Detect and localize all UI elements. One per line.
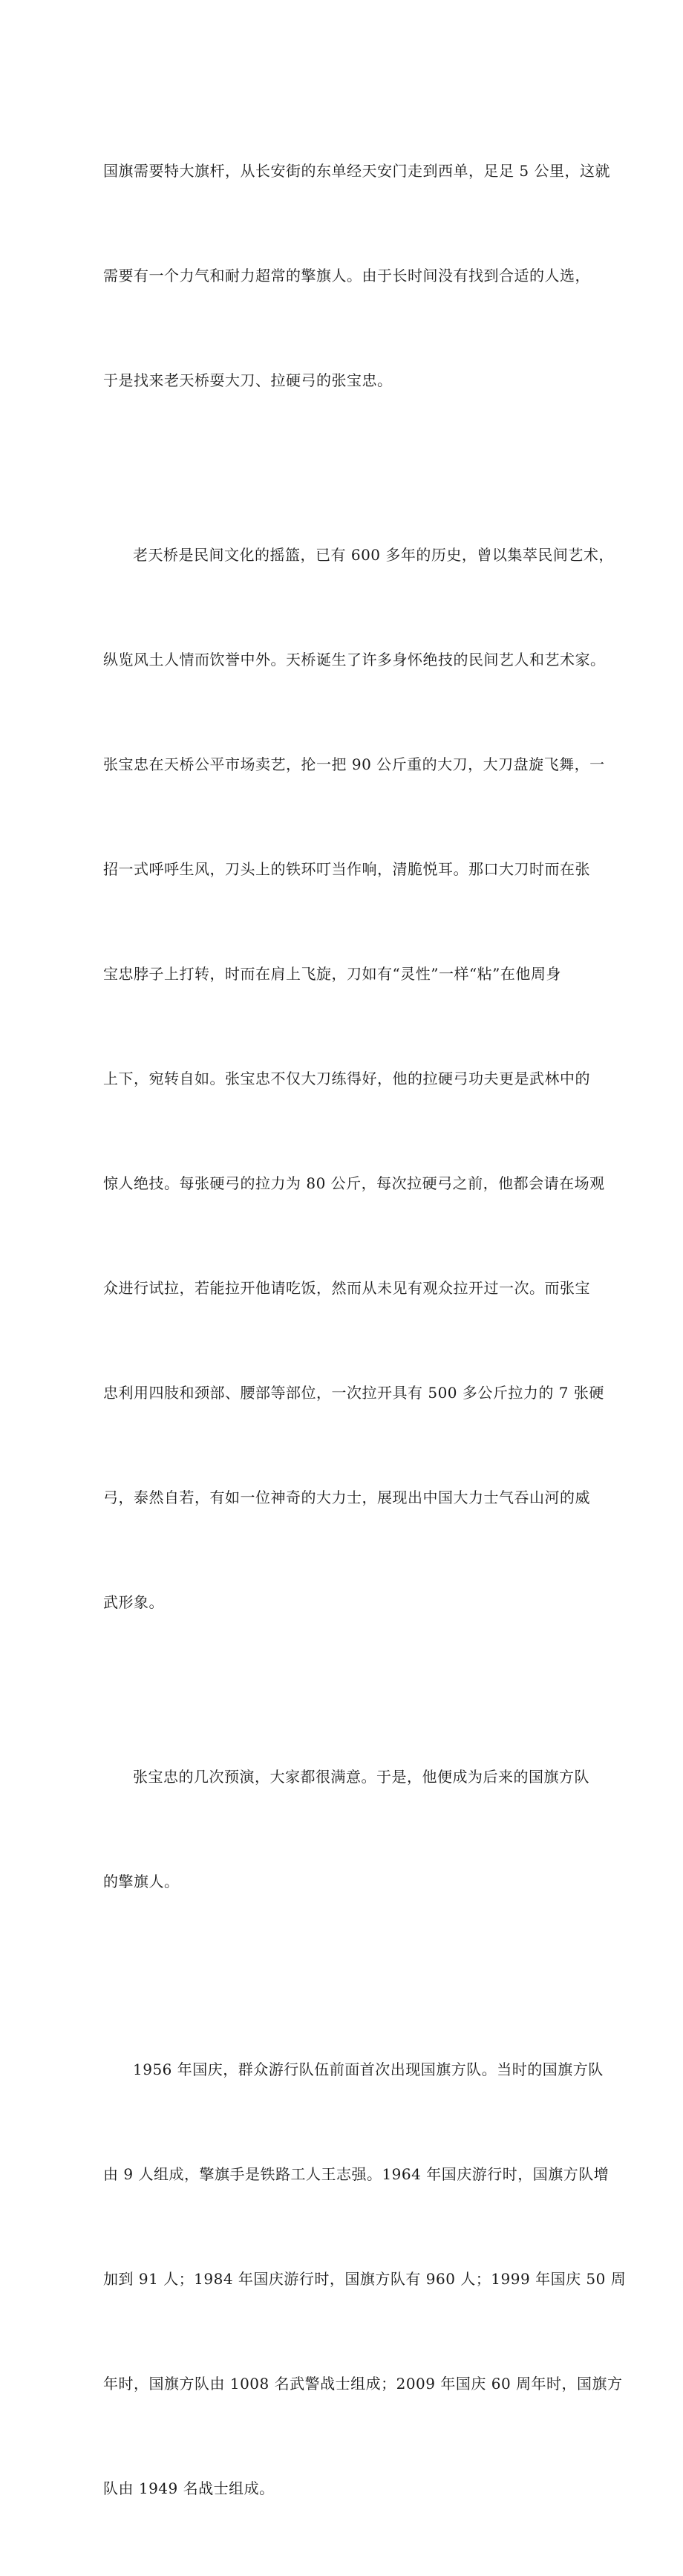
paragraph-2 (103, 468, 614, 1690)
text-line: 老天桥是民间文化的摇篮，已有 600 多年的历史，曾以集萃民间艺术， (133, 546, 614, 564)
document-body (103, 84, 627, 2576)
text-line: 需要有一个力气和耐力超常的擎旗人。由于长时间没有找到合适的人选， (103, 267, 590, 284)
text-line: 招一式呼呼生风，刀头上的铁环叮当作响，清脆悦耳。那口大刀时而在张 (103, 860, 590, 878)
text-line: 宝忠脖子上打转，时而在肩上飞旋，刀如有“灵性”一样“粘”在他周身 (103, 965, 561, 983)
text-line: 的擎旗人。 (103, 1873, 180, 1890)
text-line: 1956 年国庆，群众游行队伍前面首次出现国旗方队。当时的国旗方队 (133, 2061, 604, 2078)
text-line: 年时，国旗方队由 1008 名武警战士组成；2009 年国庆 60 周年时，国旗方 (103, 2375, 623, 2393)
text-line: 纵览风土人情而饮誉中外。天桥诞生了许多身怀绝技的民间艺人和艺术家。 (103, 651, 606, 669)
text-line: 队由 1949 名战士组成。 (103, 2479, 275, 2497)
paragraph-1 (103, 84, 610, 468)
text-line: 由 9 人组成，擎旗手是铁路工人王志强。1964 年国庆游行时，国旗方队增 (103, 2165, 610, 2183)
text-line: 加到 91 人；1984 年国庆游行时，国旗方队有 960 人；1999 年国庆 50 周 (103, 2270, 627, 2288)
paragraph-4 (103, 1983, 627, 2576)
text-line: 武形象。 (103, 1593, 164, 1611)
text-line: 惊人绝技。每张硬弓的拉力为 80 公斤，每次拉硬弓之前，他都会请在场观 (103, 1174, 605, 1192)
text-line: 弓，泰然自若，有如一位神奇的大力士，展现出中国大力士气吞山河的威 (103, 1489, 590, 1506)
text-line: 张宝忠在天桥公平市场卖艺，抡一把 90 公斤重的大刀，大刀盘旋飞舞，一 (103, 755, 605, 773)
text-line: 忠利用四肢和颈部、腰部等部位，一次拉开具有 500 多公斤拉力的 7 张硬 (103, 1384, 604, 1402)
text-line: 众进行试拉，若能拉开他请吃饭，然而从未见有观众拉开过一次。而张宝 (103, 1279, 590, 1297)
text-line: 于是找来老天桥耍大刀、拉硬弓的张宝忠。 (103, 371, 393, 389)
paragraph-3 (103, 1690, 593, 1969)
text-line: 国旗需要特大旗杆，从长安街的东单经天安门走到西单，足足 5 公里，这就 (103, 162, 610, 180)
text-line: 张宝忠的几次预演，大家都很满意。于是，他便成为后来的国旗方队 (133, 1768, 589, 1786)
text-line: 上下，宛转自如。张宝忠不仅大刀练得好，他的拉硬弓功夫更是武林中的 (103, 1070, 590, 1087)
